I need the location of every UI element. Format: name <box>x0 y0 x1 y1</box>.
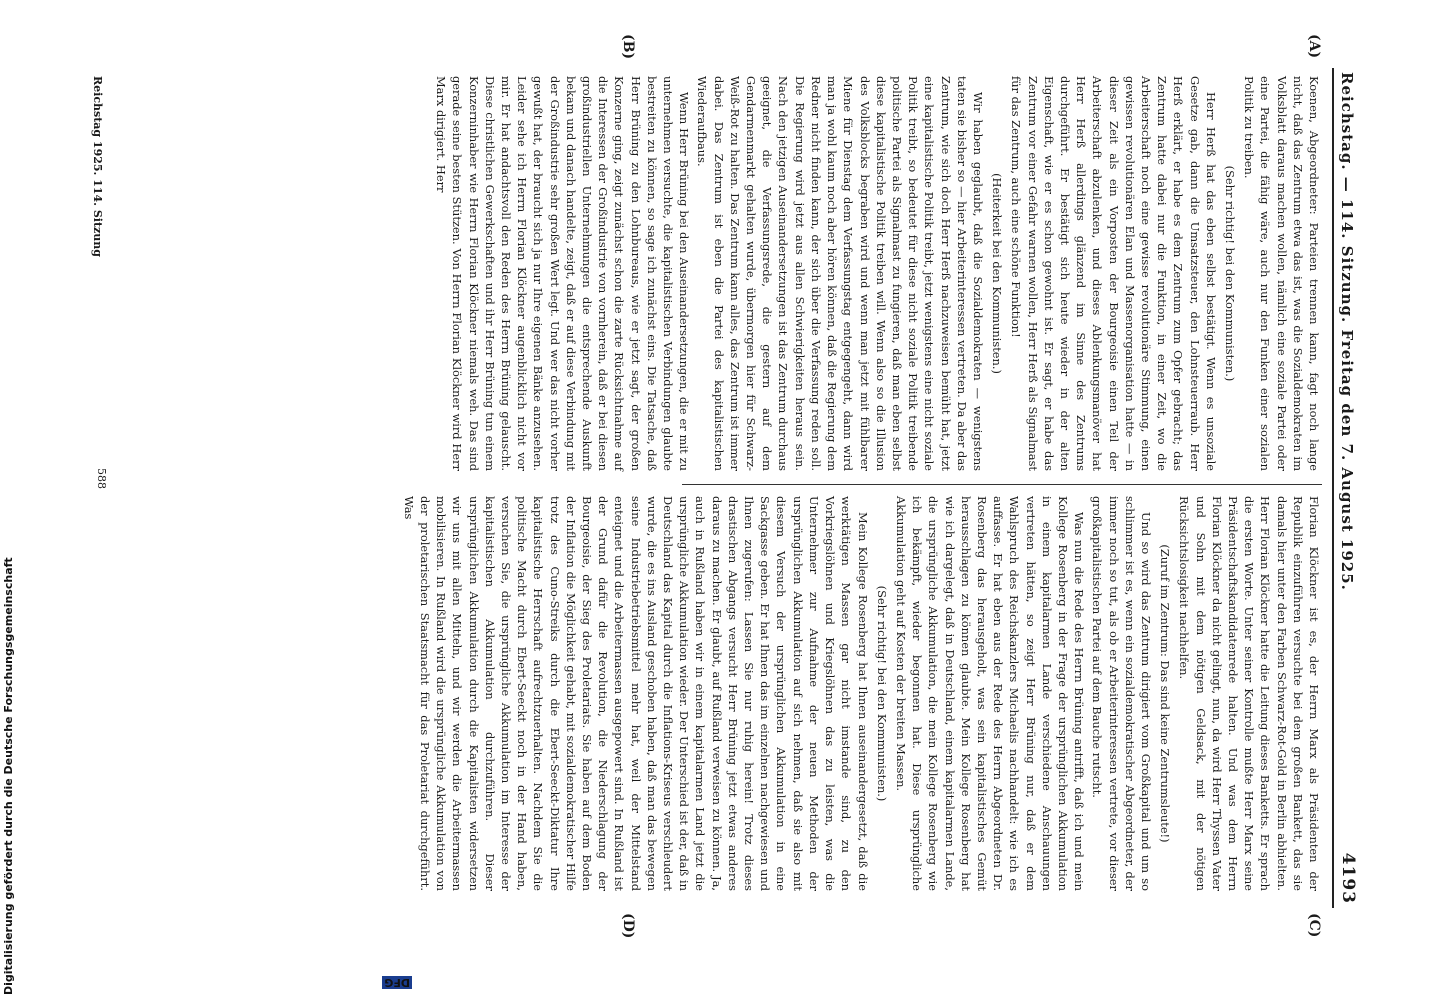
paragraph: Wir haben geglaubt, daß die Sozialdemokraten — wenigstens taten sie bisher so — hier Arbeiterinteressen vertreten. Da aber das Zentrum, wie sich doch Herr Herß nachzuweisen bemüht hat, jetzt eine kapitalistische Politik treibt, jetzt wenigstens eine nicht soziale Politik treibt, so bedeutet für diese nicht soziale Politik treibende politische Partei als Signalmast zu fungieren, daß man eben selbst diese kapitalistische Politik treiben will. Wenn also so die Illusion des Volksblocks begraben wird und wenn man jetzt mit fühlbarer Miene für Dienstag dem Verfassungstag entgegengeht, dann wird man ja wohl kaum noch aber hören können, daß die Regierung dem Redner nicht finden kann, der sich über die Verfassung reden soll. Die Regierung wird jetzt aus allen Schwierigkeiten heraus sein. Nach den jetzigen Auseinandersetzungen ist das Zentrum durchaus geeignet, die Verfassungsrede, die gestern auf dem Gendarmenmarkt gehalten wurde, übermorgen hier für Schwarz-Weiß-Rot zu halten. Das Zentrum kann alles, das Zentrum ist immer dabei. Das Zentrum ist eben die Partei des kapitalistischen Wiederaufbaus. <box>695 76 985 471</box>
margin-mark-c: (C) <box>1306 913 1322 938</box>
footer-folio: 588 <box>95 468 108 489</box>
paragraph: Mein Kollege Rosenberg hat Ihnen auseinandergesetzt, daß die werktätigen Massen gar nicht imstande sind, zu den Vorkriegslöhnen und Kriegslöhnen das zu leisten, was die Unternehmer zur Aufnahme der neuen Methoden der ursprünglichen Akkumulation auf sich nehmen, daß sie also mit diesem Versuch der ursprünglichen Akkumulation in eine Sackgasse geben. Er hat Ihnen das im einzelnen nachgewiesen und Ihnen zugerufen: Lassen Sie nur ruhig herein! Trotz dieses drastischen Abgangs versucht Herr Brüning jetzt etwas anderes daraus zu machen. Er glaubt, auf Rußland verweisen zu können. Ja, auch in Rußland haben wir in einem kapitalarmen Land jetzt die ursprüngliche Akkumulation wieder. Der Unterschied ist der, daß in Deutschland das Kapital durch die Inflations-Kriseus verschleudert wurde, die es ins Ausland geschoben haben, daß man das bewegen seine Industriebetriebsmittel mehr hat, weil der Mittelstand enteignet und die Arbeitermassen ausgepowert sind. In Rußland ist der Grund dafür die Revolution, die Niederschlagung der Bourgeoisie, der Sieg des Proletariats. Sie haben auf dem Boden der Inflation die Möglichkeit gehabt, mit sozialdemokratischer Hilfe trotz des Cuno-Streiks durch die Ebert-Seeckt-Diktatur Ihre kapitalistische Herrschaft aufrechtzuerhalten. Nachdem Sie die politische Macht durch Ebert-Seeckt noch in der Hand haben, versuchen Sie, die ursprüngliche Akkumulation im Interesse der kapitalistischen Akkumulation durchzuführen. Dieser ursprünglichen Akkumulation durch die Kapitalisten widersetzen wir uns mit allen Mitteln, und wir werden die Arbeitermassen mobilisieren. In Rußland wird die ursprüngliche Akkumulation von der proletarischen Staatsmacht für das Proletariat durchgeführt. Was <box>401 496 870 891</box>
margin-mark-b: (B) <box>620 34 636 60</box>
credit-text: Digitalisierung gefördert durch die Deutsche Forschungsgemeinschaft <box>2 557 15 995</box>
left-text-column <box>434 76 1322 471</box>
scanned-page <box>88 34 1366 939</box>
dfg-logo: DFG <box>384 976 410 989</box>
margin-mark-d: (D) <box>620 913 636 939</box>
paragraph: Koenen, Abgeordneter: Parteien trennen kann, fagt noch lange nicht, daß das Zentrum etwa das ist, was die Sozialdemokraten im Volksblatt daraus machen wollen, nämlich eine soziale Partei oder eine Partei, die fähig wäre, auch nur den Funken einer sozialen Politik zu treiben. <box>1242 76 1321 471</box>
page-number: 4193 <box>1338 852 1358 904</box>
footer-signature: Reichstag 1925. 114. Sitzung <box>91 76 104 257</box>
interjection: (Sehr richtig! bei den Kommunisten.) <box>874 585 889 802</box>
column-divider <box>682 484 1322 485</box>
page-header <box>1332 68 1366 908</box>
right-text-column <box>401 496 1322 891</box>
interjection: (Sehr richtig! bei den Kommunisten.) <box>1222 165 1237 382</box>
paragraph: Herr Herß hat das eben selbst bestätigt. Wenn es unsoziale Gesetze gab, dann die Umsatzsteuer, den Lohnsteuerraub. Herr Herß erklärt, er habe es dem Zentrum zum Opfer gebracht; das Zentrum hatte dabei nur die Funktion, in einer Zeit, wo die Arbeiterschaft noch eine gewisse revolutionäre Stimmung, einen gewissen revolutionären Elan und Massenorganisation hatte — in dieser Zeit als ein Vorposten der Bourgeoisie einen Teil der Arbeiterschaft abzulenken, und dieses Ablenkungsmanöver hat Herr Herß allerdings glänzend im Sinne des Zentrums durchgeführt. Er bestätigt sich heute wieder in der alten Eigenschaft, wie er es schon gewohnt ist. Er sagt, er habe das Zentrum vor einer Gefahr warnen wollen, Herr Herß als Signalmast für das Zentrum, auch eine schöne Funktion! <box>1009 76 1218 471</box>
interjection: (Zuruf im Zentrum: Das sind keine Zentrumsleute!) <box>1158 544 1173 843</box>
paragraph: Und so wird das Zentrum dirigiert vom Großkapital und um so schlimmer ist es, wenn ein sozialdemokratischer Abgeordneter, der immer noch so tut, als ob er Arbeiterinteressen vertrete, vor dieser großkapitalistischen Partei auf dem Bauche rutscht. <box>1090 496 1153 891</box>
margin-mark-a: (A) <box>1306 34 1322 59</box>
paragraph: Florian Klöckner ist es, der Herrn Marx als Präsidenten der Republik einzuführen versuchte bei dem großen Bankett, das sie damals hier unter den Farben Schwarz-Rot-Gold in Berlin abhielten. Herr Florian Klöckner hatte die Leitung dieses Banketts. Er sprach die ersten Worte. Unter seiner Kontrolle mußte Herr Marx seine Präsidentschaftskandidatenrede halten. Und was dem Herrn Florian Klöckner da nicht gelingt, nun, da wird Herr Thyssen Vater und Sohn mit dem nötigen Geldsack, mit der nötigen Rücksichtslosigkeit nachhelfen. <box>1177 496 1321 891</box>
paragraph: Wenn Herr Brüning bei den Auseinandersetzungen, die er mit zu unternehmen versuchte, die kapitalistischen Verbindungen glaubte bestreiten zu können, so sage ich zunächst eins. Die Tatsache, daß Herr Brüning zu den Lohnbureaus, wie er jetzt sagt, der großen Konzerne ging, zeigt zunächst schon die zarte Rücksichtnahme auf die Interessen der Großindustrie von vornherein, daß er bei diesen großindustriellen Unternehmungen die entsprechende Auskunft bekam und danach handelte, zeigt, daß er auf diese Verbindung mit der Großindustrie sehr großen Wert legt. Und wer das nicht vorher gewußt hat, der braucht sich ja nur Ihre eigenen Bänke anzusehen. Leider sehe ich Herrn Florian Klöckner augenblicklich nicht vor mir. Er hat andachtsvoll den Reden des Herrn Brüning gelauscht. Diese christlichen Gewerkschaften und ihr Herr Brüning tun einem Konzerninhaber wie Herrn Florian Klöckner niemals weh. Das sind gerade seine besten Stützen. Von Herrn Florian Klöckner wird Herr Marx dirigiert. Herr <box>434 76 692 471</box>
interjection: (Heiterkeit bei den Kommunisten.) <box>990 173 1005 374</box>
digitization-credit <box>0 557 410 1000</box>
paragraph: Was nun die Rede des Herrn Brüning antrifft, daß ich und mein Kollege Rosenberg in der Frage der ursprünglichen Akkumulation in einem kapitalarmen Lande verschiedene Anschauungen vertreten hätten, so zeigt Herr Brüning nur, daß er dem Wahlspruch des Reichskanzlers Michaelis nachhandelt: wie ich es auffasse. Er hat eben aus der Rede des Herrn Abgeordneten Dr. Rosenberg das herausgeholt, was sein kapitalistisches Gemüt herausschlagen zu können glaubte. Mein Kollege Rosenberg hat wie ich dargelegt, daß in Deutschland, einem kapitalarmen Lande, die ursprüngliche Akkumulation, die mein Kollege Rosenberg wie ich bekämpft, wieder begonnen hat. Diese ursprüngliche Akkumulation geht auf Kosten der breiten Massen. <box>893 496 1087 891</box>
running-head: Reichstag. — 114. Sitzung. Freitag den 7. August 1925. <box>1338 72 1356 591</box>
